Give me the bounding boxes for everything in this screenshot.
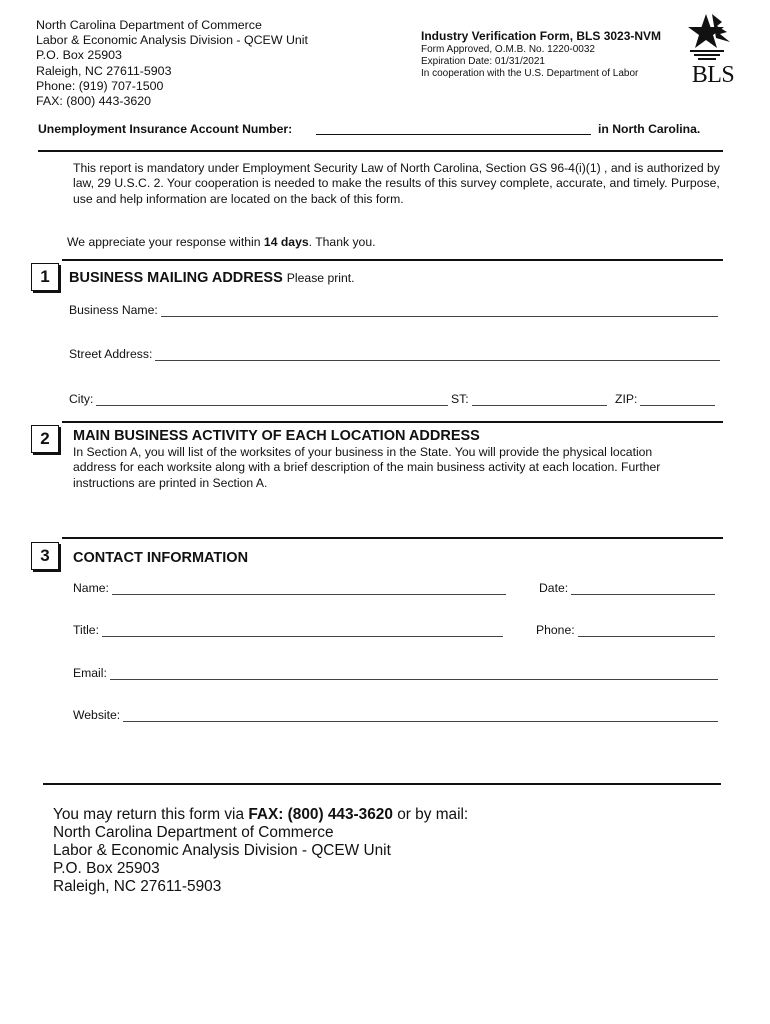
agency-address (36, 18, 308, 109)
return-method (53, 806, 468, 824)
address-line: P.O. Box 25903 (36, 48, 122, 63)
return-suffix: or by mail: (392, 806, 469, 823)
contact-name-input[interactable] (112, 583, 506, 595)
header-divider (38, 150, 723, 152)
response-suffix: . Thank you. (308, 235, 376, 249)
bls-star-logo-icon (686, 12, 740, 62)
city-label: City: (69, 392, 94, 406)
contact-email-field[interactable] (73, 666, 718, 680)
address-line: North Carolina Department of Commerce (36, 18, 262, 32)
footer-divider (43, 783, 721, 785)
street-address-label: Street Address: (69, 347, 153, 361)
contact-website-label: Website: (73, 708, 121, 722)
contact-website-field[interactable] (73, 708, 718, 722)
section-1-number: 1 (31, 263, 59, 291)
contact-date-input[interactable] (571, 583, 715, 595)
city-input[interactable] (96, 394, 448, 406)
section-1-divider (62, 259, 723, 261)
address-line: FAX: (800) 443-3620 (36, 94, 152, 109)
state-field[interactable] (451, 392, 607, 406)
response-request (67, 235, 376, 249)
contact-phone-label: Phone: (536, 623, 575, 637)
ui-account-field[interactable] (316, 134, 591, 135)
contact-name-field[interactable] (73, 581, 506, 595)
state-label: ST: (451, 392, 469, 406)
cooperation-note: In cooperation with the U.S. Department of Labor (421, 68, 639, 80)
section-2-number: 2 (31, 425, 59, 453)
state-input[interactable] (472, 394, 607, 406)
intro-text: This report is mandatory under Employment Security Law of North Carolina, Section GS 96-4(i)(1) , and is authorized by law, 29 U.S.C. 2. Your cooperation is needed to make the results of this survey complete, accurate, and timely. Purpose, use and help information are located on the back of this form. (73, 161, 720, 206)
bls-logo-text: BLS (691, 62, 735, 88)
contact-phone-field[interactable] (536, 623, 715, 637)
contact-title-field[interactable] (73, 623, 503, 637)
contact-title-input[interactable] (102, 625, 503, 637)
contact-phone-input[interactable] (578, 625, 715, 637)
contact-title-label: Title: (73, 623, 99, 637)
business-name-field[interactable] (69, 303, 718, 317)
contact-date-label: Date: (539, 581, 569, 595)
contact-email-input[interactable] (110, 668, 718, 680)
return-address-line: Labor & Economic Analysis Division - QCEW Unit (53, 842, 391, 859)
section-2-description: In Section A, you will list of the worksites of your business in the State. You will provide the physical location address for each worksite along with a brief description of the main business activity at each location. Further instructions are printed in Section A. (73, 445, 661, 490)
contact-date-field[interactable] (539, 581, 715, 595)
omb-number: Form Approved, O.M.B. No. 1220-0032 (421, 44, 595, 55)
section-2-title: MAIN BUSINESS ACTIVITY OF EACH LOCATION ADDRESS (73, 428, 480, 444)
section-3-number: 3 (31, 542, 59, 570)
section-1-title-note: Please print. (286, 271, 355, 285)
address-line: Labor & Economic Analysis Division - QCEW Unit (36, 33, 308, 48)
street-address-field[interactable] (69, 347, 720, 361)
zip-label: ZIP: (615, 392, 638, 406)
response-prefix: We appreciate your response within (67, 235, 264, 249)
city-field[interactable] (69, 392, 448, 406)
bls-logo (686, 12, 740, 88)
response-days: 14 days (263, 235, 309, 249)
return-instructions (53, 806, 468, 896)
street-address-input[interactable] (155, 349, 720, 361)
section-1-title-text: BUSINESS MAILING ADDRESS (69, 270, 283, 286)
return-address-line: P.O. Box 25903 (53, 860, 160, 877)
business-name-label: Business Name: (69, 303, 158, 317)
expiration-date: Expiration Date: 01/31/2021 (421, 56, 545, 68)
return-fax: FAX: (800) 443-3620 (248, 806, 393, 823)
form-title: Industry Verification Form, BLS 3023-NVM (421, 29, 662, 43)
zip-input[interactable] (640, 394, 715, 406)
return-address-line: North Carolina Department of Commerce (53, 824, 334, 841)
return-address-line: Raleigh, NC 27611-5903 (53, 878, 222, 895)
business-name-input[interactable] (161, 305, 718, 317)
form-approval-info (421, 44, 638, 81)
address-line: Raleigh, NC 27611-5903 (36, 63, 172, 78)
ui-account-suffix: in North Carolina. (598, 122, 701, 136)
contact-website-input[interactable] (123, 710, 718, 722)
return-prefix: You may return this form via (53, 806, 249, 823)
section-3-title: CONTACT INFORMATION (73, 550, 249, 566)
section-2-divider (62, 421, 723, 423)
contact-name-label: Name: (73, 581, 109, 595)
zip-field[interactable] (615, 392, 715, 406)
section-3-divider (62, 537, 723, 539)
section-1-title (69, 270, 355, 286)
address-line: Phone: (919) 707-1500 (36, 78, 164, 93)
contact-email-label: Email: (73, 666, 107, 680)
ui-account-label: Unemployment Insurance Account Number: (38, 122, 293, 136)
